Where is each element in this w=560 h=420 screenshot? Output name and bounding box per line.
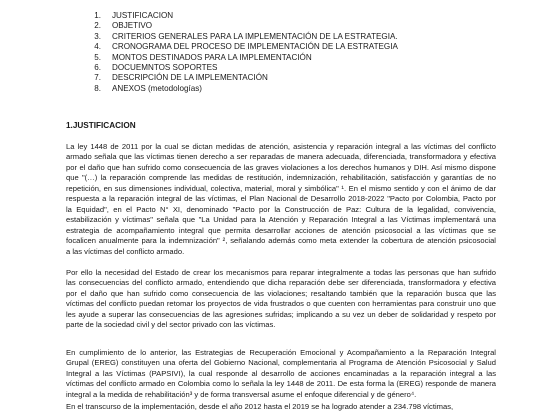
paragraph-line: integral a la medida de rehabilitación³ y de forma transversal asume el enfoque diferencial y de género⁴. <box>66 389 417 399</box>
toc-item-number: 8. <box>94 83 101 93</box>
paragraph-line: que "(…) la reparación comprende las medidas de restitución, indemnización, rehabilitación, satisfacción y garantías de no <box>66 173 496 183</box>
toc-item-number: 2. <box>94 21 101 31</box>
paragraph-line: les ayude a superar las consecuencias de las agresiones sufridas; implicando a su vez un deber de solidaridad y respeto por <box>66 309 496 319</box>
toc-item-label: ANEXOS (metodologías) <box>112 83 202 93</box>
toc-item-label: DESCRIPCIÓN DE LA IMPLEMENTACIÓN <box>112 73 268 83</box>
paragraph-justificacion-3 <box>66 348 496 400</box>
toc-item-label: DOCUEMNTOS SOPORTES <box>112 63 218 73</box>
toc-item-label: CRITERIOS GENERALES PARA LA IMPLEMENTACIÓN DE LA ESTRATEGIA. <box>112 31 398 41</box>
table-of-contents <box>84 11 398 94</box>
toc-item <box>84 73 398 83</box>
toc-item <box>84 84 398 94</box>
paragraph-justificacion-2 <box>66 268 496 331</box>
paragraph-line: Grupal (EREG) constituyen una oferta del Gobierno Nacional, complementaria al Programa de Atención Psicosocial y Salud <box>66 358 496 368</box>
paragraph-justificacion-1 <box>66 142 496 257</box>
paragraph-line: repetición, en sus dimensiones individual, colectiva, material, moral y simbólica" ¹. En el mismo sentido y con el ánimo de dar <box>66 183 496 193</box>
paragraph-line: las consecuencias del conflicto armado, entendiendo que dicha reparación debe ser diferenciada, transformadora y efectiva <box>66 278 496 288</box>
paragraph-line: armado señala que las víctimas tienen derecho a ser reparadas de manera adecuada, diferenciada, transformadora y efectiva <box>66 152 496 162</box>
paragraph-line: respuesta a la reparación integral de las víctimas, el Plan Nacional de Desarrollo 2018-2022 "Pacto por Colombia, Pacto por <box>66 194 496 204</box>
paragraph-line: víctimas del conflicto armado en Colombia como lo señala la ley 1448 de 2011. De esta forma la (EREG) responde de manera <box>66 379 496 389</box>
paragraph-line: por el daño que han sufrido como consecuencia de las violaciones; resaltando también que la reparación busca que las <box>66 288 496 298</box>
paragraph-justificacion-4 <box>66 402 496 412</box>
paragraph-line: focalicen anualmente para la indemnización" ², señalando además como meta extender la cobertura de atención psicosocial <box>66 236 496 246</box>
paragraph-line: parte de la sociedad civil y del sector privado con las víctimas. <box>66 320 276 330</box>
paragraph-line: Integral a las Víctimas (PAPSIVI), la cual responde al desarrollo de acciones encaminadas a la reparación integral a las <box>66 368 496 378</box>
toc-item <box>84 63 398 73</box>
toc-item <box>84 21 398 31</box>
toc-item <box>84 11 398 21</box>
paragraph-line: víctimas del conflicto puedan retomar los proyectos de vida frustrados o que cuenten con herramientas para construir uno que <box>66 299 496 309</box>
toc-item-number: 4. <box>94 42 101 52</box>
paragraph-line: por el daño que han sufrido como consecuencia de las graves violaciones a los derechos humanos y DIH. Así mismo dispone <box>66 162 496 172</box>
paragraph-line: la Equidad", en el Pacto N° XI, denominado "Pacto por la Construcción de Paz: Cultura de la legalidad, convivencia, <box>66 204 496 214</box>
paragraph-line: La ley 1448 de 2011 por la cual se dictan medidas de atención, asistencia y reparación integral a las víctimas del conflicto <box>66 142 496 151</box>
toc-item-number: 1. <box>94 11 101 20</box>
toc-item <box>84 42 398 52</box>
toc-item-label: JUSTIFICACION <box>112 11 174 20</box>
toc-item <box>84 32 398 42</box>
toc-item-label: OBJETIVO <box>112 21 153 31</box>
toc-item <box>84 53 398 63</box>
paragraph-line: estrategia de acompañamiento integral que permita desarrollar acciones de atención psicosocial a las víctimas que se <box>66 225 496 235</box>
toc-item-label: MONTOS DESTINADOS PARA LA IMPLEMENTACIÓN <box>112 52 312 62</box>
toc-item-number: 6. <box>94 63 101 73</box>
toc-item-number: 7. <box>94 73 101 83</box>
paragraph-line: estabilización y víctimas" señala que "La Unidad para la Atención y Reparación Integral a las Víctimas implementará una <box>66 215 496 225</box>
paragraph-line: Por ello la necesidad del Estado de crear los mecanismos para reparar integralmente a todas las personas que han sufrido <box>66 268 496 277</box>
section-heading: 1.JUSTIFICACION <box>66 121 136 130</box>
paragraph-line: En el transcurso de la implementación, desde el año 2012 hasta el 2019 se ha logrado atender a 234.798 víctimas, <box>66 402 454 411</box>
paragraph-line: a las víctimas del conflicto armado. <box>66 246 185 256</box>
paragraph-line: En cumplimiento de lo anterior, las Estrategias de Recuperación Emocional y Acompañamiento a la Reparación Integral <box>66 348 496 357</box>
toc-item-number: 5. <box>94 52 101 62</box>
toc-item-label: CRONOGRAMA DEL PROCESO DE IMPLEMENTACIÓN DE LA ESTRATEGIA <box>112 42 398 52</box>
toc-item-number: 3. <box>94 31 101 41</box>
